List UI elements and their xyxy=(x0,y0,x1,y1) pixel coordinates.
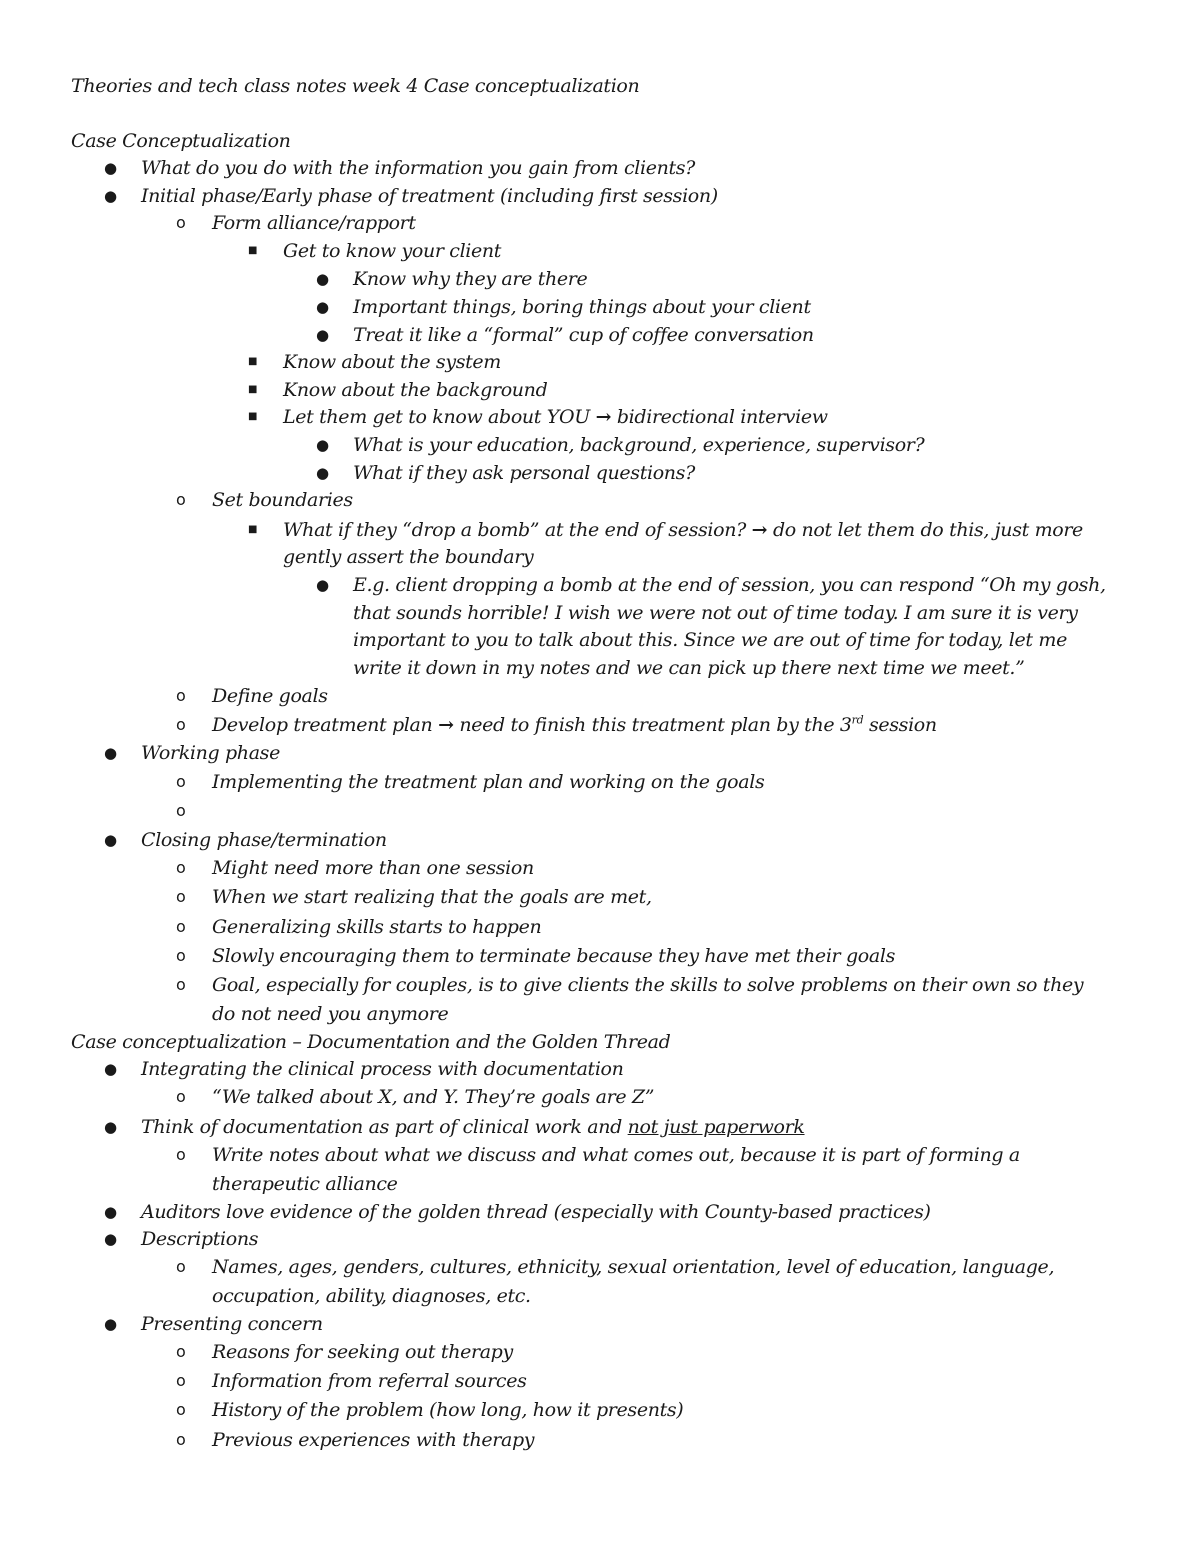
list-item-continuation: occupation, ability, diagnoses, etc. xyxy=(212,1285,531,1307)
list-item: What if they ask personal questions? xyxy=(353,462,695,484)
list-item: Treat it like a “formal” cup of coffee conversation xyxy=(353,324,814,346)
bullet-circle-icon: o xyxy=(176,1371,186,1390)
list-item: “We talked about X, and Y. They’re goals are Z” xyxy=(212,1086,655,1108)
bullet-circle-icon: o xyxy=(176,917,186,936)
underlined-text: not just paperwork xyxy=(627,1116,805,1138)
list-item-text: Think of documentation as part of clinical work and xyxy=(141,1116,628,1138)
list-item: History of the problem (how long, how it presents) xyxy=(212,1399,684,1421)
list-item: Information from referral sources xyxy=(212,1370,527,1392)
list-item-text: bidirectional interview xyxy=(616,406,828,428)
list-item xyxy=(283,516,1083,544)
bullet-circle-icon: o xyxy=(176,1087,186,1106)
list-item-text: What if they “drop a bomb” at the end of session? xyxy=(283,519,746,541)
list-item: Integrating the clinical process with documentation xyxy=(141,1058,624,1080)
bullet-circle-icon: o xyxy=(176,975,186,994)
bullet-circle-icon: o xyxy=(176,1145,186,1164)
bullet-disc-icon: ● xyxy=(104,831,118,849)
list-item: Presenting concern xyxy=(141,1313,323,1335)
list-item: Closing phase/termination xyxy=(141,829,387,851)
list-item: Previous experiences with therapy xyxy=(212,1429,535,1451)
list-item: Generalizing skills starts to happen xyxy=(212,916,542,938)
list-item-continuation: gently assert the boundary xyxy=(283,546,534,568)
bullet-disc-icon: ● xyxy=(104,1118,118,1136)
arrow-right-icon: → xyxy=(438,714,454,736)
list-item-text: Let them get to know about YOU xyxy=(283,406,590,428)
arrow-right-icon: → xyxy=(595,406,612,428)
list-item: Might need more than one session xyxy=(212,857,534,879)
list-item: Important things, boring things about your client xyxy=(353,296,811,318)
list-item xyxy=(212,711,937,739)
document-title: Theories and tech class notes week 4 Case conceptualization xyxy=(71,75,640,97)
section-heading-case-conceptualization: Case Conceptualization xyxy=(71,130,291,152)
list-item: Form alliance/rapport xyxy=(212,212,416,234)
list-item-continuation: do not need you anymore xyxy=(212,1003,449,1025)
list-item: What do you do with the information you gain from clients? xyxy=(141,157,695,179)
list-item: Write notes about what we discuss and what comes out, because it is part of forming a xyxy=(212,1144,1020,1166)
list-item-continuation: write it down in my notes and we can pick up there next time we meet.” xyxy=(353,657,1025,679)
bullet-circle-icon: o xyxy=(176,946,186,965)
arrow-right-icon: → xyxy=(751,519,768,541)
bullet-square-icon: ■ xyxy=(248,524,258,535)
list-item: When we start realizing that the goals are met, xyxy=(212,886,652,908)
section-heading-documentation: Case conceptualization – Documentation and the Golden Thread xyxy=(71,1031,671,1053)
list-item: Reasons for seeking out therapy xyxy=(212,1341,513,1363)
list-item: Descriptions xyxy=(141,1228,259,1250)
list-item: Set boundaries xyxy=(212,489,353,511)
bullet-circle-icon: o xyxy=(176,887,186,906)
bullet-disc-icon: ● xyxy=(104,744,118,762)
bullet-disc-icon: ● xyxy=(104,1230,118,1248)
list-item-text: need to finish this treatment plan by the 3 xyxy=(459,714,852,736)
list-item-continuation: important to you to talk about this. Since we are out of time for today, let me xyxy=(353,629,1067,651)
list-item-text: Develop treatment plan xyxy=(212,714,433,736)
list-item-continuation: that sounds horrible! I wish we were not out of time today. I am sure it is very xyxy=(353,602,1078,624)
bullet-circle-icon: o xyxy=(176,490,186,509)
list-item: Know about the system xyxy=(283,351,501,373)
bullet-circle-icon: o xyxy=(176,1400,186,1419)
list-item-continuation: therapeutic alliance xyxy=(212,1173,398,1195)
list-item: Get to know your client xyxy=(283,240,502,262)
bullet-disc-icon: ● xyxy=(104,1060,118,1078)
bullet-disc-icon: ● xyxy=(316,464,330,482)
list-item-text: do not let them do this, just more xyxy=(772,519,1083,541)
list-item: Know why they are there xyxy=(353,268,588,290)
bullet-square-icon: ■ xyxy=(248,245,258,256)
bullet-disc-icon: ● xyxy=(104,187,118,205)
list-item xyxy=(283,403,828,431)
bullet-disc-icon: ● xyxy=(104,159,118,177)
superscript: rd xyxy=(851,713,864,727)
bullet-circle-icon: o xyxy=(176,1342,186,1361)
list-item: Implementing the treatment plan and working on the goals xyxy=(212,771,765,793)
bullet-square-icon: ■ xyxy=(248,411,258,422)
list-item-text: session xyxy=(863,714,937,736)
bullet-circle-icon: o xyxy=(176,772,186,791)
bullet-square-icon: ■ xyxy=(248,356,258,367)
bullet-disc-icon: ● xyxy=(104,1203,118,1221)
bullet-circle-icon: o xyxy=(176,213,186,232)
bullet-circle-icon: o xyxy=(176,715,186,734)
list-item xyxy=(141,1113,805,1141)
list-item: Define goals xyxy=(212,685,328,707)
list-item: Initial phase/Early phase of treatment (including first session) xyxy=(141,185,718,207)
bullet-circle-icon: o xyxy=(176,1430,186,1449)
list-item: Working phase xyxy=(141,742,280,764)
list-item: Slowly encouraging them to terminate because they have met their goals xyxy=(212,945,895,967)
bullet-disc-icon: ● xyxy=(316,270,330,288)
list-item: E.g. client dropping a bomb at the end of session, you can respond “Oh my gosh, xyxy=(353,574,1106,596)
bullet-disc-icon: ● xyxy=(316,326,330,344)
list-item: Goal, especially for couples, is to give clients the skills to solve problems on their own so they xyxy=(212,974,1084,996)
bullet-disc-icon: ● xyxy=(316,576,330,594)
bullet-disc-icon: ● xyxy=(316,436,330,454)
bullet-disc-icon: ● xyxy=(316,298,330,316)
bullet-disc-icon: ● xyxy=(104,1315,118,1333)
bullet-square-icon: ■ xyxy=(248,384,258,395)
bullet-circle-icon: o xyxy=(176,858,186,877)
bullet-circle-icon: o xyxy=(176,1257,186,1276)
bullet-circle-icon: o xyxy=(176,801,186,820)
list-item: Know about the background xyxy=(283,379,548,401)
list-item: What is your education, background, experience, supervisor? xyxy=(353,434,925,456)
bullet-circle-icon: o xyxy=(176,686,186,705)
list-item: Auditors love evidence of the golden thread (especially with County-based practices) xyxy=(141,1201,931,1223)
list-item: Names, ages, genders, cultures, ethnicity, sexual orientation, level of education, language, xyxy=(212,1256,1055,1278)
